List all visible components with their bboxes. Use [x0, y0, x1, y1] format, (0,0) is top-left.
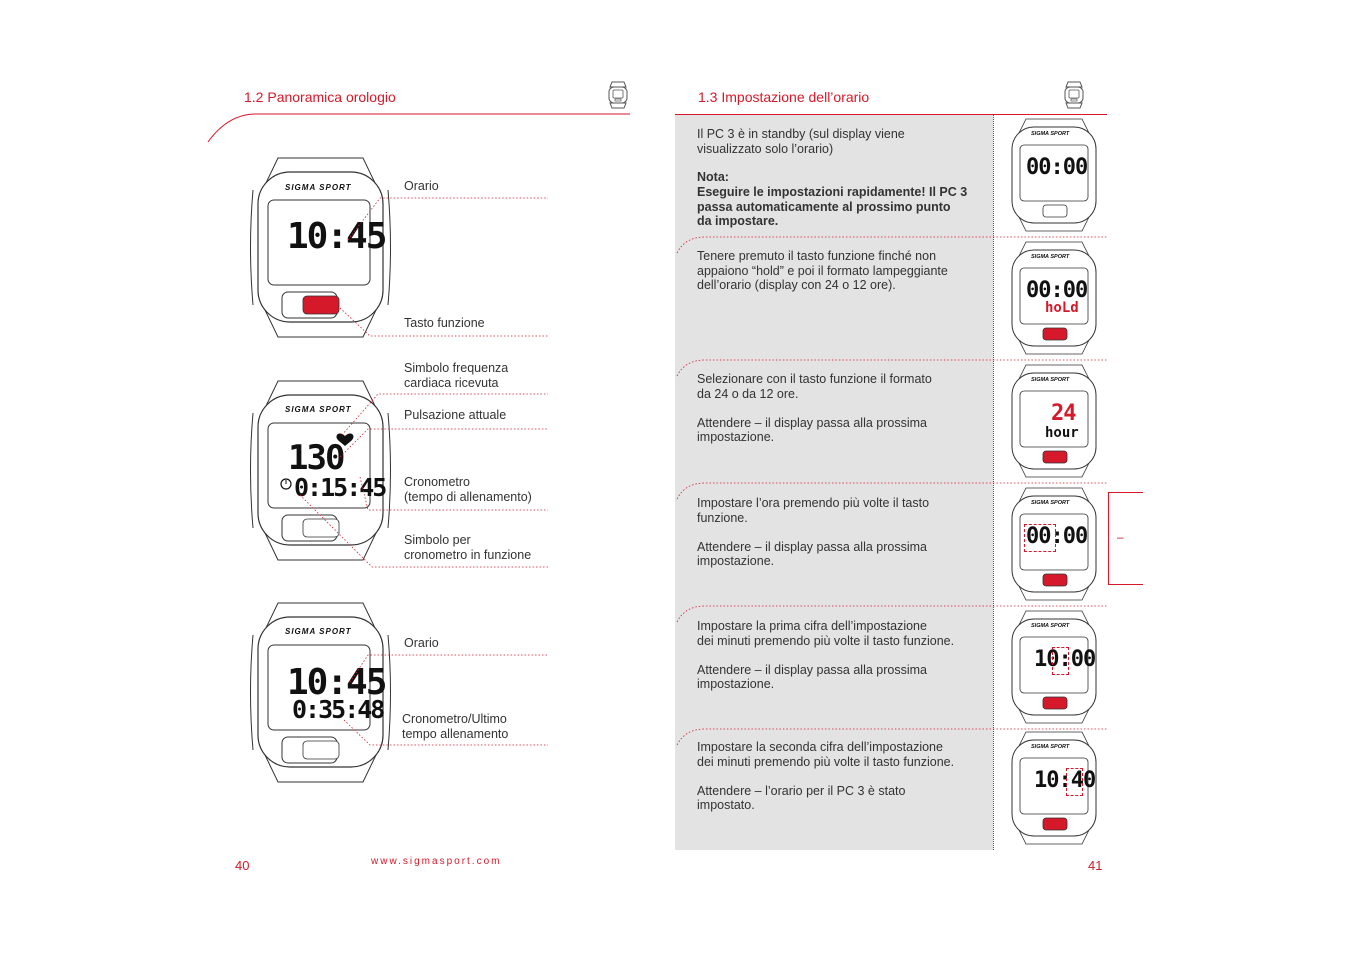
step-4-blink-highlight: [1024, 524, 1056, 552]
label-pulsazione: Pulsazione attuale: [404, 408, 507, 422]
watch-brand: SIGMA SPORT: [1031, 254, 1070, 260]
label-simbolo-cronometro: Simbolo per cronometro in funzione: [404, 533, 532, 562]
leader-lines-watch3: [300, 640, 560, 760]
step-6-blink-highlight: [1066, 768, 1083, 796]
step-4-display: 00:00: [1026, 524, 1088, 549]
label-orario: Orario: [404, 179, 439, 193]
step-3-text: Selezionare con il tasto funzione il formato da 24 o da 12 ore. Attendere – il display passa alla prossima impostazione.: [697, 372, 932, 444]
page-number-left: 40: [235, 858, 250, 873]
step-5-blink-highlight: [1052, 647, 1069, 675]
label-simbolo-frequenza: Simbolo frequenza cardiaca ricevuta: [404, 361, 509, 390]
watch-brand: SIGMA SPORT: [1031, 377, 1070, 383]
watch-brand: SIGMA SPORT: [1031, 744, 1070, 750]
page-number-right: 41: [1088, 858, 1103, 873]
header-rule: [200, 108, 660, 148]
step-5-display: 10:00: [1034, 647, 1096, 672]
watch-brand: SIGMA SPORT: [1031, 500, 1070, 506]
watch3-stopwatch-display: 0:35:48: [292, 695, 384, 724]
watch-icon: [1062, 80, 1086, 110]
label-cronometro: Cronometro (tempo di allenamento): [404, 475, 532, 504]
watch-brand: SIGMA SPORT: [1031, 623, 1070, 629]
step-1-display: 00:00: [1026, 155, 1088, 180]
step-6-text: Impostare la seconda cifra dell’impostazione dei minuti premendo più volte il tasto funzione. Attendere – l’orario per il PC 3 è stato impostato.: [697, 740, 955, 812]
chapter-tab: [1108, 492, 1143, 585]
step-1-text: Il PC 3 è in standby (sul display viene visualizzato solo l’orario): [697, 127, 905, 156]
step-3-display: 24: [1051, 401, 1076, 426]
step-3-sub-display: hour: [1045, 425, 1079, 441]
watch-brand: SIGMA SPORT: [1031, 131, 1070, 137]
label-tasto-funzione: Tasto funzione: [404, 316, 485, 330]
step-4-text: Impostare l’ora premendo più volte il tasto funzione. Attendere – il display passa alla prossima impostazione.: [697, 496, 930, 568]
watch2-pulse-display: 130: [288, 438, 344, 478]
step-2-text: Tenere premuto il tasto funzione finché non appaiono “hold” e poi il formato lampeggiante dell’orario (display con 24 o 12 ore).: [697, 249, 948, 292]
watch-icon: [606, 80, 630, 110]
watch-brand: SIGMA SPORT: [285, 627, 352, 636]
step-1-note: Eseguire le impostazioni rapidamente! Il PC 3 passa automaticamente al prossimo punto da impostare.: [697, 185, 968, 228]
watch3-time-display: 10:45: [287, 662, 386, 703]
label-orario-2: Orario: [404, 636, 439, 650]
watch-brand: SIGMA SPORT: [285, 183, 352, 192]
chapter-tab-marker: –: [1117, 530, 1124, 544]
step-2-sub-display: hoLd: [1045, 300, 1079, 316]
step-1-note-title: Nota:: [697, 170, 729, 184]
right-page-title: 1.3 Impostazione dell’orario: [698, 89, 870, 105]
watch2-stopwatch-display: 0:15:45: [294, 473, 386, 502]
step-5-text: Impostare la prima cifra dell’impostazione dei minuti premendo più volte il tasto funzione. Attendere – il display passa alla prossima impostazione.: [697, 619, 955, 691]
left-page-title: 1.2 Panoramica orologio: [244, 89, 396, 105]
step-2-display: 00:00: [1026, 278, 1088, 303]
label-cronometro-ultimo: Cronometro/Ultimo tempo allenamento: [402, 712, 509, 741]
step-6-display: 10:40: [1034, 768, 1096, 793]
website-url: www.sigmasport.com: [371, 856, 502, 867]
watch1-time-display: 10:45: [287, 216, 386, 257]
watch-brand: SIGMA SPORT: [285, 405, 352, 414]
